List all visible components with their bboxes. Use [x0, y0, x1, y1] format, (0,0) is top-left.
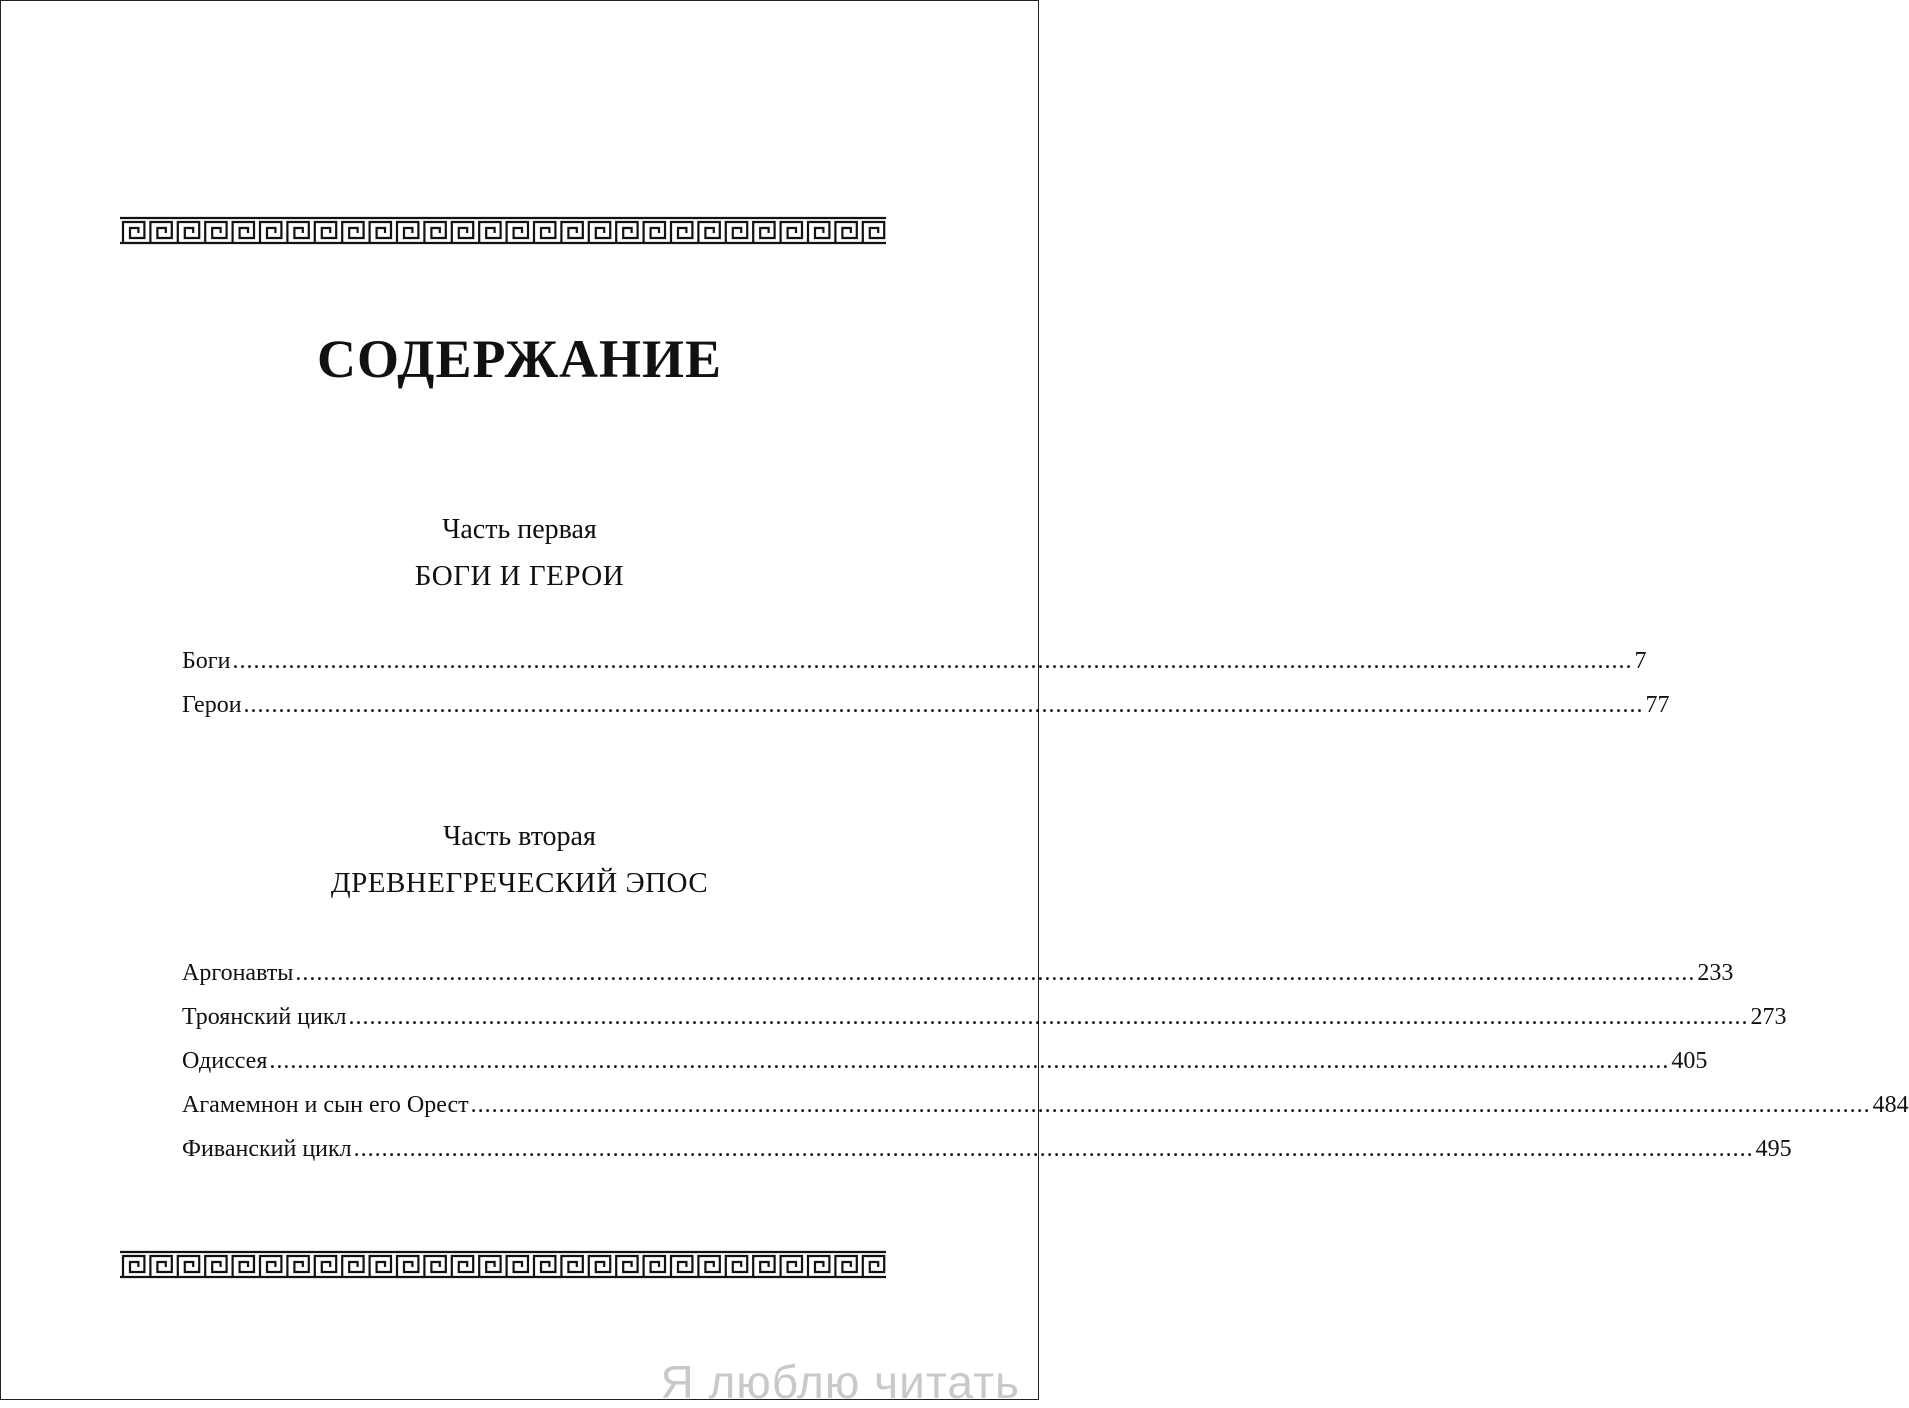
toc-entry-title: Герои — [182, 692, 242, 718]
toc-entry-page: 405 — [1671, 1048, 1708, 1074]
part-one-label: Часть первая — [442, 514, 597, 545]
toc-leader-dots: ........................................................................................................................................................................................................ — [243, 692, 1644, 718]
toc-leader-dots: ........................................................................................................................................................................................................ — [470, 1092, 1871, 1118]
toc-entry[interactable] — [182, 639, 1647, 683]
toc-entry-page: 495 — [1755, 1136, 1792, 1162]
toc-entry-title: Одиссея — [182, 1048, 268, 1074]
toc-entry-title: Аргонавты — [182, 960, 294, 986]
part-one-heading: БОГИ И ГЕРОИ — [414, 560, 625, 592]
toc-entry[interactable] — [182, 1083, 1909, 1127]
toc-entry-page: 273 — [1750, 1004, 1787, 1030]
toc-leader-dots: ........................................................................................................................................................................................................ — [232, 648, 1633, 674]
toc-entry-title: Боги — [182, 648, 231, 674]
toc-entry[interactable] — [182, 683, 1670, 727]
toc-leader-dots: ........................................................................................................................................................................................................ — [353, 1136, 1754, 1162]
toc-entry[interactable] — [182, 1127, 1792, 1171]
toc-entry-page: 77 — [1645, 692, 1670, 718]
toc-entry[interactable] — [182, 995, 1787, 1039]
greek-meander-border-bottom-icon — [119, 1251, 887, 1278]
toc-entry-page: 7 — [1634, 648, 1647, 674]
toc-entry-title: Фиванский цикл — [182, 1136, 352, 1162]
watermark: Я люблю читать — [660, 1356, 1020, 1408]
part-two-heading: ДРЕВНЕГРЕЧЕСКИЙ ЭПОС — [330, 867, 709, 899]
toc-entry-title: Агамемнон и сын его Орест — [182, 1092, 469, 1118]
toc-entry-page: 484 — [1872, 1092, 1909, 1118]
page-title: СОДЕРЖАНИЕ — [317, 329, 722, 389]
toc-leader-dots: ........................................................................................................................................................................................................ — [269, 1048, 1670, 1074]
part-two-label: Часть вторая — [443, 821, 596, 852]
toc-leader-dots: ........................................................................................................................................................................................................ — [295, 960, 1696, 986]
greek-meander-border-top-icon — [119, 217, 887, 244]
toc-leader-dots: ........................................................................................................................................................................................................ — [348, 1004, 1749, 1030]
toc-part-two — [182, 951, 1909, 1171]
toc-entry[interactable] — [182, 1039, 1708, 1083]
toc-part-one — [182, 639, 1670, 727]
toc-entry-page: 233 — [1697, 960, 1734, 986]
toc-entry[interactable] — [182, 951, 1734, 995]
toc-entry-title: Троянский цикл — [182, 1004, 347, 1030]
